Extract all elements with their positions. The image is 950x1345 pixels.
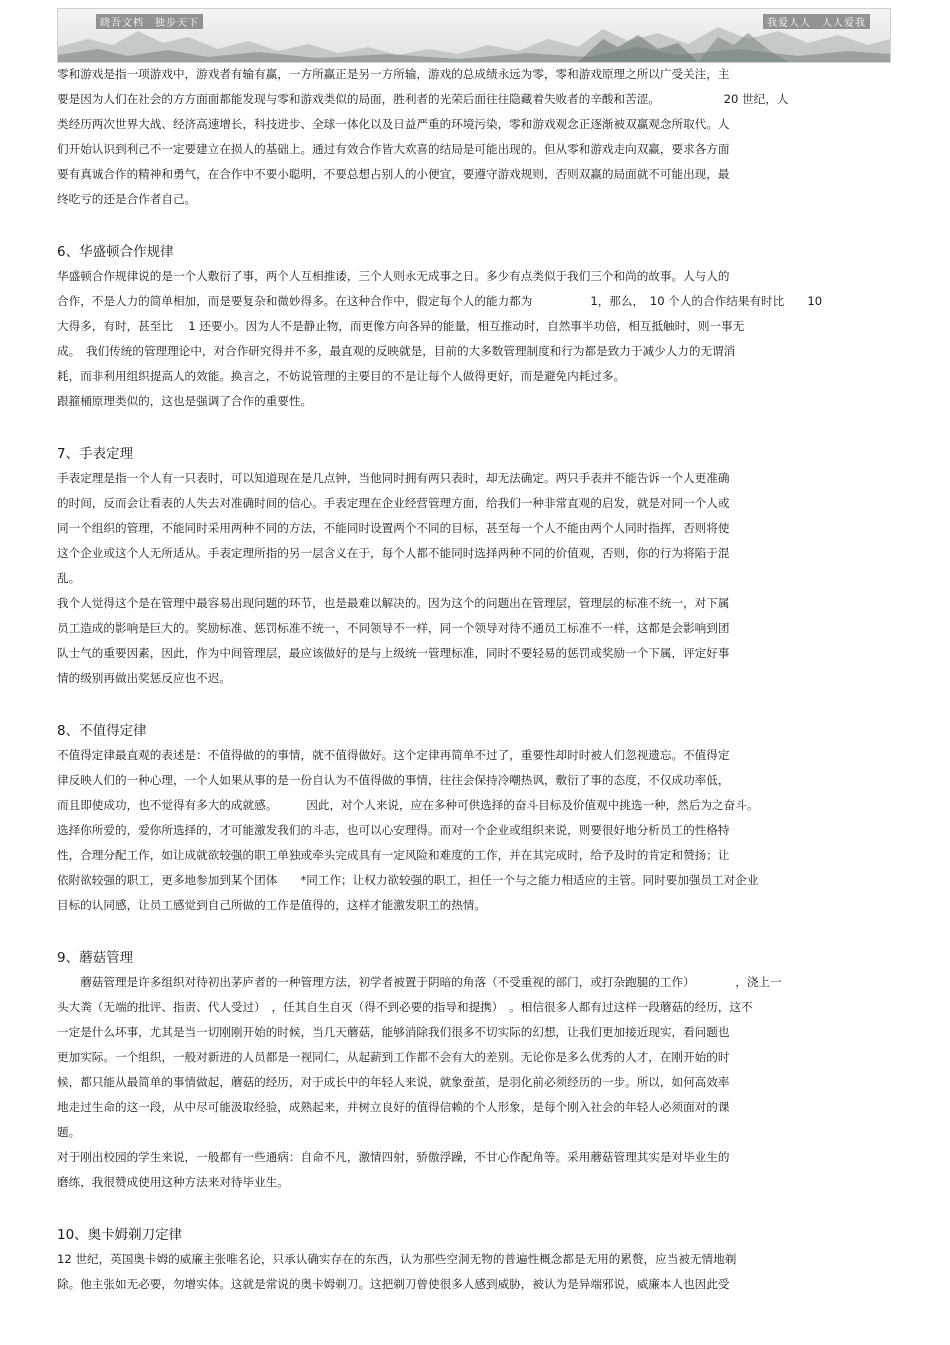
paragraph-line: 零和游戏是指一项游戏中，游戏者有输有赢，一方所赢正是另一方所输，游戏的总成绩永远为零，零和游戏原理之所以广受关注，主 bbox=[57, 67, 730, 81]
section-heading: 8、不值得定律 bbox=[57, 723, 147, 739]
paragraph-line: 头大粪（无端的批评、指责、代人受过） ，任其自生自灭（得不到必要的指导和提携） 。相信很多人都有过这样一段蘑菇的经历，这不 bbox=[57, 1000, 753, 1014]
paragraph-line: 磨练，我很赞成使用这种方法来对待毕业生。 bbox=[57, 1175, 289, 1189]
paragraph-line: 队士气的重要因素，因此，作为中间管理层，最应该做好的是与上级统一管理标准，同时不要轻易的惩罚或奖励一个下属，评定好事 bbox=[57, 646, 730, 660]
paragraph-line: 终吃亏的还是合作者自己。 bbox=[57, 192, 197, 206]
paragraph-line: 乱。 bbox=[57, 571, 81, 585]
header-banner bbox=[57, 8, 891, 63]
paragraph-line: 合作，不是人力的简单相加，而是要复杂和微妙得多。在这种合作中，假定每个人的能力都为 1，那么， 10 个人的合作结果有时比 10 bbox=[57, 294, 823, 308]
section-intro bbox=[57, 62, 895, 212]
paragraph-line: 12 世纪，英国奥卡姆的威廉主张唯名论，只承认确实存在的东西，认为那些空洞无物的普遍性概念都是无用的累赘，应当被无情地剃 bbox=[57, 1252, 737, 1266]
paragraph-line: 大得多，有时，甚至比 1 还要小。因为人不是静止物，而更像方向各异的能量，相互推动时，自然事半功倍，相互抵触时，则一事无 bbox=[57, 319, 745, 333]
section-mushroom-management bbox=[57, 947, 895, 1195]
section-heading: 9、蘑菇管理 bbox=[57, 950, 134, 966]
paragraph-line: 地走过生命的这一段，从中尽可能汲取经验，成熟起来，并树立良好的值得信赖的个人形象，是每个刚入社会的年轻人必须面对的课 bbox=[57, 1100, 730, 1114]
paragraph-line: 律反映人们的一种心理，一个人如果从事的是一份自认为不值得做的事情，往往会保持冷嘲热讽，敷衍了事的态度，不仅成功率低， bbox=[57, 773, 730, 787]
paragraph-line: 跟箍桶原理类似的，这也是强调了合作的重要性。 bbox=[57, 394, 313, 408]
section-washington bbox=[57, 241, 895, 414]
paragraph-line: 我个人觉得这个是在管理中最容易出现问题的环节，也是最难以解决的。因为这个的问题出在管理层，管理层的标准不统一，对下属 bbox=[57, 596, 730, 610]
paragraph-line: 们开始认识到利己不一定要建立在损人的基础上。通过有效合作皆大欢喜的结局是可能出现的。但从零和游戏走向双赢，要求各方面 bbox=[57, 142, 730, 156]
paragraph-line: 题。 bbox=[57, 1125, 81, 1139]
banner-left-text: 晓吾文档 独步天下 bbox=[96, 14, 203, 29]
paragraph-line: 对于刚出校园的学生来说，一般都有一些通病：自命不凡，激情四射，骄傲浮躁，不甘心作配角等。采用蘑菇管理其实是对毕业生的 bbox=[57, 1150, 730, 1164]
paragraph-line: 情的级别再做出奖惩反应也不迟。 bbox=[57, 671, 231, 685]
paragraph-line: 员工造成的影响是巨大的。奖励标准、惩罚标准不统一，不同领导不一样，同一个领导对待不通员工标准不一样，这都是会影响到团 bbox=[57, 621, 730, 635]
section-watch-theorem bbox=[57, 443, 895, 691]
banner-right-text: 我爱人人 人人爱我 bbox=[763, 14, 870, 29]
paragraph-line: 性，合理分配工作，如让成就欲较强的职工单独或牵头完成具有一定风险和难度的工作，并在其完成时，给予及时的肯定和赞扬；让 bbox=[57, 848, 730, 862]
paragraph-line: 这个企业或这个人无所适从。手表定理所指的另一层含义在于，每个人都不能同时选择两种不同的价值观，否则，你的行为将陷于混 bbox=[57, 546, 730, 560]
paragraph-line: 除。他主张如无必要，勿增实体。这就是常说的奥卡姆剃刀。这把剃刀曾使很多人感到威胁，被认为是异端邪说，威廉本人也因此受 bbox=[57, 1277, 730, 1291]
section-heading: 6、华盛顿合作规律 bbox=[57, 244, 174, 260]
section-heading: 7、手表定理 bbox=[57, 446, 134, 462]
section-not-worth-law bbox=[57, 720, 895, 918]
paragraph-line: 要是因为人们在社会的方方面面都能发现与零和游戏类似的局面，胜利者的光荣后面往往隐藏着失败者的辛酸和苦涩。 20 世纪，人 bbox=[57, 92, 789, 106]
paragraph-line: 的时间，反而会让看表的人失去对准确时间的信心。手表定理在企业经营管理方面，给我们一种非常直观的启发，就是对同一个人或 bbox=[57, 496, 730, 510]
paragraph-line: 一定是什么坏事，尤其是当一切刚刚开始的时候，当几天蘑菇，能够消除我们很多不切实际的幻想，让我们更加接近现实，看问题也 bbox=[57, 1025, 730, 1039]
paragraph-line: 目标的认同感，让员工感觉到自己所做的工作是值得的，这样才能激发职工的热情。 bbox=[57, 898, 486, 912]
paragraph-line: 候，都只能从最简单的事情做起，蘑菇的经历，对于成长中的年轻人来说，就象蚕茧，是羽化前必须经历的一步。所以，如何高效率 bbox=[57, 1075, 730, 1089]
paragraph-line: 而且即使成功，也不觉得有多大的成就感。 因此，对个人来说，应在多种可供选择的奋斗目标及价值观中挑选一种，然后为之奋斗。 bbox=[57, 798, 759, 812]
paragraph-line: 成。 我们传统的管理理论中，对合作研究得并不多，最直观的反映就是，目前的大多数管理制度和行为都是致力于减少人力的无谓消 bbox=[57, 344, 736, 358]
paragraph-line: 要有真诚合作的精神和勇气，在合作中不要小聪明，不要总想占别人的小便宜，要遵守游戏规则，否则双赢的局面就不可能出现，最 bbox=[57, 167, 730, 181]
paragraph-line: 选择你所爱的，爱你所选择的，才可能激发我们的斗志，也可以心安理得。而对一个企业或组织来说，则要很好地分析员工的性格特 bbox=[57, 823, 730, 837]
paragraph-line: 依附欲较强的职工，更多地参加到某个团体 *同工作；让权力欲较强的职工，担任一个与之能力相适应的主管。同时要加强员工对企业 bbox=[57, 873, 759, 887]
paragraph-line: 不值得定律最直观的表述是：不值得做的的事情，就不值得做好。这个定律再简单不过了，重要性却时时被人们忽视遗忘。不值得定 bbox=[57, 748, 730, 762]
paragraph-line: 类经历两次世界大战、经济高速增长，科技进步、全球一体化以及日益严重的环境污染，零和游戏观念正逐渐被双赢观念所取代。人 bbox=[57, 117, 730, 131]
paragraph-line: 手表定理是指一个人有一只表时，可以知道现在是几点钟，当他同时拥有两只表时，却无法确定。两只手表并不能告诉一个人更准确 bbox=[57, 471, 730, 485]
section-occams-razor bbox=[57, 1224, 895, 1297]
paragraph-line: 华盛顿合作规律说的是一个人敷衍了事，两个人互相推诿，三个人则永无成事之日。多少有点类似于我们三个和尚的故事。人与人的 bbox=[57, 269, 730, 283]
paragraph-line: 更加实际。一个组织，一般对新进的人员都是一视同仁，从起薪到工作都不会有大的差别。无论你是多么优秀的人才，在刚开始的时 bbox=[57, 1050, 730, 1064]
paragraph-line: 耗，而非利用组织提高人的效能。换言之，不妨说管理的主要目的不是让每个人做得更好，而是避免内耗过多。 bbox=[57, 369, 626, 383]
paragraph-line: 同一个组织的管理，不能同时采用两种不同的方法，不能同时设置两个不同的目标，甚至每一个人不能由两个人同时指挥，否则将使 bbox=[57, 521, 730, 535]
document-body bbox=[57, 62, 895, 1297]
paragraph-line: 蘑菇管理是许多组织对待初出茅庐者的一种管理方法，初学者被置于阴暗的角落（不受重视的部门，或打杂跑腿的工作） ，浇上一 bbox=[57, 975, 782, 989]
section-heading: 10、奥卡姆剃刀定律 bbox=[57, 1227, 183, 1243]
